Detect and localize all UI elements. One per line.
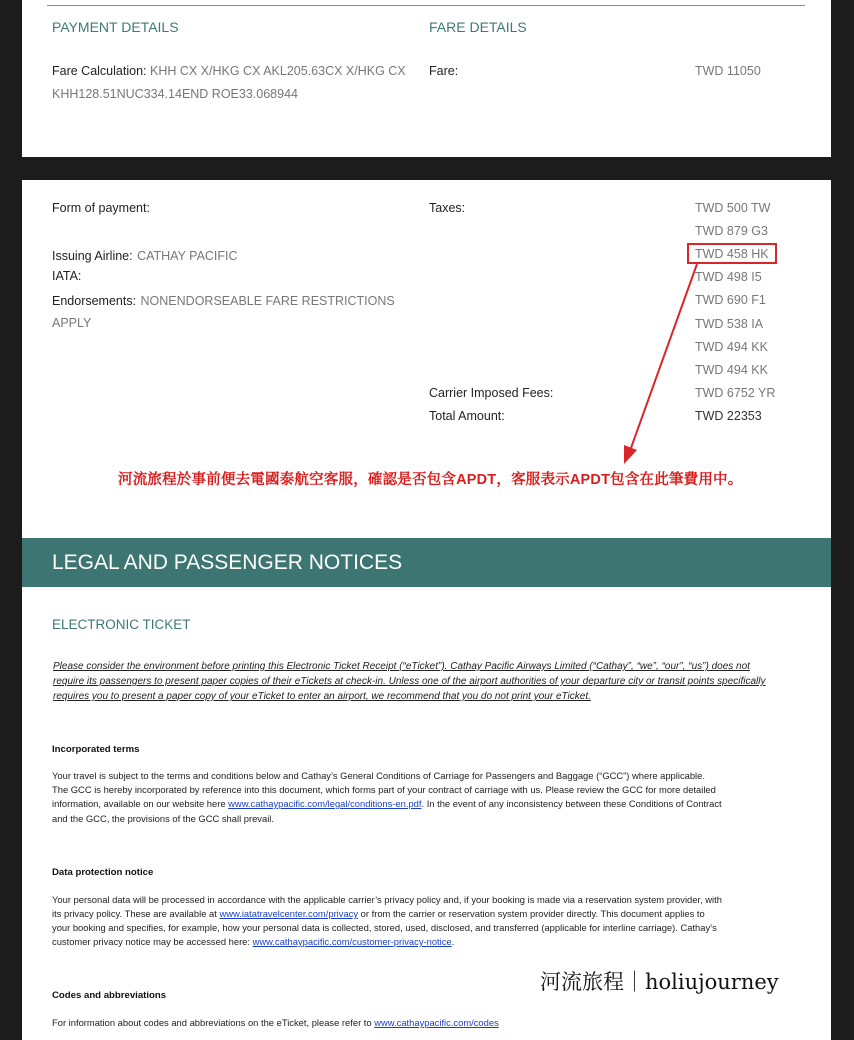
environment-note-line2: require its passengers to present paper copies of their eTickets at check-in. Unless one of the airport authorities of your departure city or transit points specifically [53, 676, 766, 687]
tax-item: TWD 500 TW [695, 201, 771, 215]
gcc-link[interactable]: www.cathaypacific.com/legal/conditions-en.pdf [228, 798, 422, 809]
tax-item: TWD 879 G3 [695, 224, 768, 238]
privacy-notice-link[interactable]: www.cathaypacific.com/customer-privacy-notice [252, 936, 452, 947]
incorporated-line3-post: . In the event of any inconsistency between these Conditions of Contract [421, 798, 722, 809]
form-of-payment-label: Form of payment: [52, 201, 150, 215]
issuing-airline-value: CATHAY PACIFIC [137, 249, 238, 263]
watermark-logo: 河流旅程｜holiujourney [540, 970, 779, 994]
incorporated-line1: Your travel is subject to the terms and conditions below and Cathay’s General Conditions of Carriage for Passengers and Baggage (“GCC”) where applicable. [52, 770, 705, 781]
annotation-arrow-head [624, 445, 637, 464]
codes-heading: Codes and abbreviations [52, 990, 167, 1001]
carrier-fees-value: TWD 6752 YR [695, 386, 776, 400]
fare-calculation-line2: KHH128.51NUC334.14END ROE33.068944 [52, 87, 298, 101]
data-line2-pre: its privacy policy. These are available at [52, 908, 220, 919]
fare-details-heading: FARE DETAILS [429, 19, 527, 35]
tax-item-hk: TWD 458 HK [695, 247, 769, 261]
tax-item: TWD 494 KK [695, 363, 768, 377]
environment-note-line3: requires you to present a paper copy of your eTicket to enter an airport, we recommend that you do not print your eTicket. [53, 691, 591, 702]
total-amount-value: TWD 22353 [695, 409, 762, 423]
fare-label: Fare: [429, 64, 459, 78]
fare-calculation-line1: KHH CX X/HKG CX AKL205.63CX X/HKG CX [149, 64, 406, 78]
iata-label: IATA: [52, 269, 82, 283]
endorsements-value-line1: NONENDORSEABLE FARE RESTRICTIONS [140, 294, 395, 308]
data-line4-pre: customer privacy notice may be accessed here: [52, 936, 253, 947]
payment-details-heading: PAYMENT DETAILS [52, 19, 179, 35]
incorporated-line2: The GCC is hereby incorporated by reference into this document, which forms part of your contract of carriage with us. Please review the GCC for more detailed [52, 784, 716, 795]
fare-calculation-label: Fare Calculation: [52, 64, 147, 78]
codes-link[interactable]: www.cathaypacific.com/codes [374, 1017, 499, 1028]
total-amount-label: Total Amount: [429, 409, 505, 423]
endorsements-label: Endorsements: [52, 294, 137, 308]
tax-item: TWD 690 F1 [695, 293, 766, 307]
incorporated-terms-heading: Incorporated terms [52, 744, 140, 755]
taxes-label: Taxes: [429, 201, 466, 215]
endorsements-value-line2: APPLY [52, 316, 92, 330]
tax-item: TWD 498 I5 [695, 270, 762, 284]
data-line3: your booking and specifies, for example, how your personal data is collected, stored, used, disclosed, and transferred (applicable for interline carriage). Cathay’s [52, 922, 717, 933]
environment-note-line1: Please consider the environment before printing this Electronic Ticket Receipt (“eTicket”). Cathay Pacific Airways Limited (“Cathay”, “we”, “our”, “us”) does not [53, 661, 750, 672]
annotation-note: 河流旅程於事前便去電國泰航空客服，確認是否包含APDT，客服表示APDT包含在此筆費用中。 [118, 472, 743, 488]
iata-privacy-link[interactable]: www.iatatravelcenter.com/privacy [219, 908, 359, 919]
issuing-airline-label: Issuing Airline: [52, 249, 133, 263]
tax-item: TWD 494 KK [695, 340, 768, 354]
tax-item: TWD 538 IA [695, 317, 764, 331]
legal-banner-title: LEGAL AND PASSENGER NOTICES [52, 551, 403, 574]
electronic-ticket-heading: ELECTRONIC TICKET [52, 617, 191, 632]
data-protection-heading: Data protection notice [52, 867, 154, 878]
data-line4-post: . [451, 936, 455, 947]
incorporated-line3-pre: information, available on our website here [52, 798, 229, 809]
data-line1: Your personal data will be processed in accordance with the applicable carrier’s privacy policy and, if your booking is made via a reservation system provider, with [52, 894, 722, 905]
fare-value: TWD 11050 [695, 64, 761, 78]
annotation-arrow-line [631, 264, 697, 448]
codes-line-pre: For information about codes and abbreviations on the eTicket, please refer to [52, 1017, 375, 1028]
data-line2-post: or from the carrier or reservation system provider directly. This document applies to [358, 908, 705, 919]
incorporated-line4: and the GCC, the provisions of the GCC shall prevail. [52, 813, 274, 824]
carrier-fees-label: Carrier Imposed Fees: [429, 386, 554, 400]
